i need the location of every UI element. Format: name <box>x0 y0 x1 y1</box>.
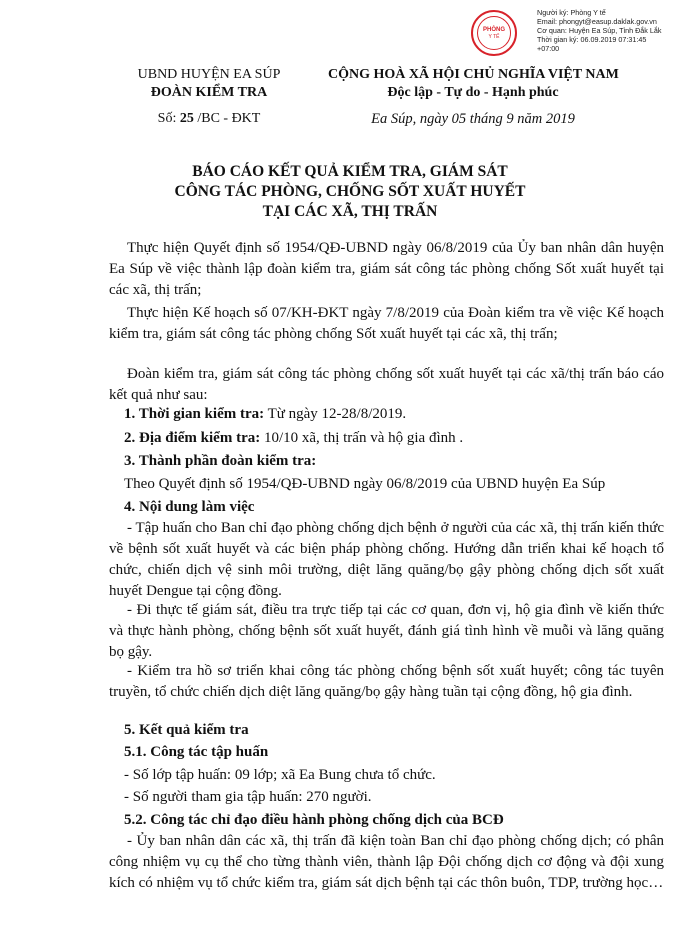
seal-stamp-icon <box>471 10 517 56</box>
national-block <box>328 66 618 128</box>
sign-time: Thời gian ký: 06.09.2019 07:31:45 <box>537 35 647 44</box>
signer-email: Email: phongyt@easup.daklak.gov.vn <box>537 17 657 26</box>
agency-block <box>118 66 300 128</box>
title-line-1: BÁO CÁO KẾT QUẢ KIỂM TRA, GIÁM SÁT <box>192 163 508 180</box>
section-4-item-1: - Tập huấn cho Ban chỉ đạo phòng chống dịch bệnh ở người của các xã, thị trấn kiến thức về bệnh sốt xuất huyết và các biện pháp phòng chống. Hướng dẫn triển khai kế hoạch tổ chức, chiến dịch vệ sinh môi trường, diệt lăng quăng/bọ gậy phòng chống dịch sốt xuất huyết Dengue tại cộng đồng. <box>109 520 664 599</box>
section-4-item-2: - Đi thực tế giám sát, điều tra trực tiếp tại các cơ quan, đơn vị, hộ gia đình về kiến thức và thực hành phòng, chống bệnh sốt xuất huyết, đánh giá tình hình về muỗi và lăng quăng bọ gậy. <box>109 602 664 660</box>
seal-bottom-text: Y TẾ <box>488 33 500 40</box>
section-5-2-paragraph: - Ủy ban nhân dân các xã, thị trấn đã kiện toàn Ban chỉ đạo phòng chống dịch; có phân công nhiệm vụ cụ thể cho từng thành viên, thành lập Đội chống dịch cơ động và đội xung kích có nhiệm vụ tổ chức kiểm tra, giám sát dịch bệnh tại các thôn buôn, TDP, trường học… <box>109 833 664 891</box>
agency-name: UBND HUYỆN EA SÚP <box>137 67 281 82</box>
report-title <box>0 162 700 222</box>
section-3-heading: 3. Thành phần đoàn kiểm tra: <box>124 453 317 469</box>
sign-timezone: +07:00 <box>537 44 560 53</box>
section-3-text: Theo Quyết định số 1954/QĐ-UBND ngày 06/8/2019 của UBND huyện Ea Súp <box>124 476 606 492</box>
section-4-heading: 4. Nội dung làm việc <box>124 499 255 515</box>
section-1: 1. Thời gian kiểm tra: Từ ngày 12-28/8/2019. <box>124 406 407 422</box>
signer-agency: Cơ quan: Huyện Ea Súp, Tỉnh Đắk Lắk <box>537 26 662 35</box>
country-name: CỘNG HOÀ XÃ HỘI CHỦ NGHĨA VIỆT NAM <box>328 67 619 82</box>
team-name: ĐOÀN KIỂM TRA <box>150 85 268 100</box>
title-line-2: CÔNG TÁC PHÒNG, CHỐNG SỐT XUẤT HUYẾT <box>174 183 526 200</box>
document-number: Số: 25 /BC - ĐKT <box>157 111 261 126</box>
seal-top-text: PHÒNG <box>482 26 505 33</box>
digital-signature <box>471 8 698 60</box>
signature-details <box>537 8 700 53</box>
paragraph-decision: Thực hiện Quyết định số 1954/QĐ-UBND ngày 06/8/2019 của Ủy ban nhân dân huyện Ea Súp về việc thành lập đoàn kiểm tra, giám sát công tác phòng chống Sốt xuất huyết tại các xã, thị trấn; <box>109 240 664 298</box>
document-date: Ea Súp, ngày 05 tháng 9 năm 2019 <box>371 111 575 127</box>
section-5-heading: 5. Kết quả kiểm tra <box>124 722 249 738</box>
section-5-1-line-2: - Số người tham gia tập huấn: 270 người. <box>124 789 372 805</box>
section-5-1-line-1: - Số lớp tập huấn: 09 lớp; xã Ea Bung chưa tổ chức. <box>124 767 436 783</box>
section-5-2-heading: 5.2. Công tác chỉ đạo điều hành phòng chống dịch của BCĐ <box>124 812 504 828</box>
paragraph-plan: Thực hiện Kế hoạch số 07/KH-ĐKT ngày 7/8/2019 của Đoàn kiểm tra về việc Kế hoạch kiểm tra, giám sát công tác phòng chống Sốt xuất huyết tại các xã, thị trấn; <box>109 305 664 342</box>
section-5-1-heading: 5.1. Công tác tập huấn <box>124 744 269 760</box>
paragraph-intro: Đoàn kiểm tra, giám sát công tác phòng chống sốt xuất huyết tại các xã/thị trấn báo cáo kết quả như sau: <box>109 366 664 403</box>
title-line-3: TẠI CÁC XÃ, THỊ TRẤN <box>262 203 438 220</box>
section-2: 2. Địa điểm kiểm tra: 10/10 xã, thị trấn và hộ gia đình . <box>124 430 464 446</box>
signer-name: Người ký: Phòng Y tế <box>537 8 606 17</box>
section-4-item-3: - Kiểm tra hồ sơ triển khai công tác phòng chống bệnh sốt xuất huyết; công tác tuyên truyền, tổ chức chiến dịch diệt lăng quăng/bọ gậy hàng tuần tại cộng đồng, hộ gia đình. <box>109 663 664 700</box>
national-motto: Độc lập - Tự do - Hạnh phúc <box>387 85 559 100</box>
